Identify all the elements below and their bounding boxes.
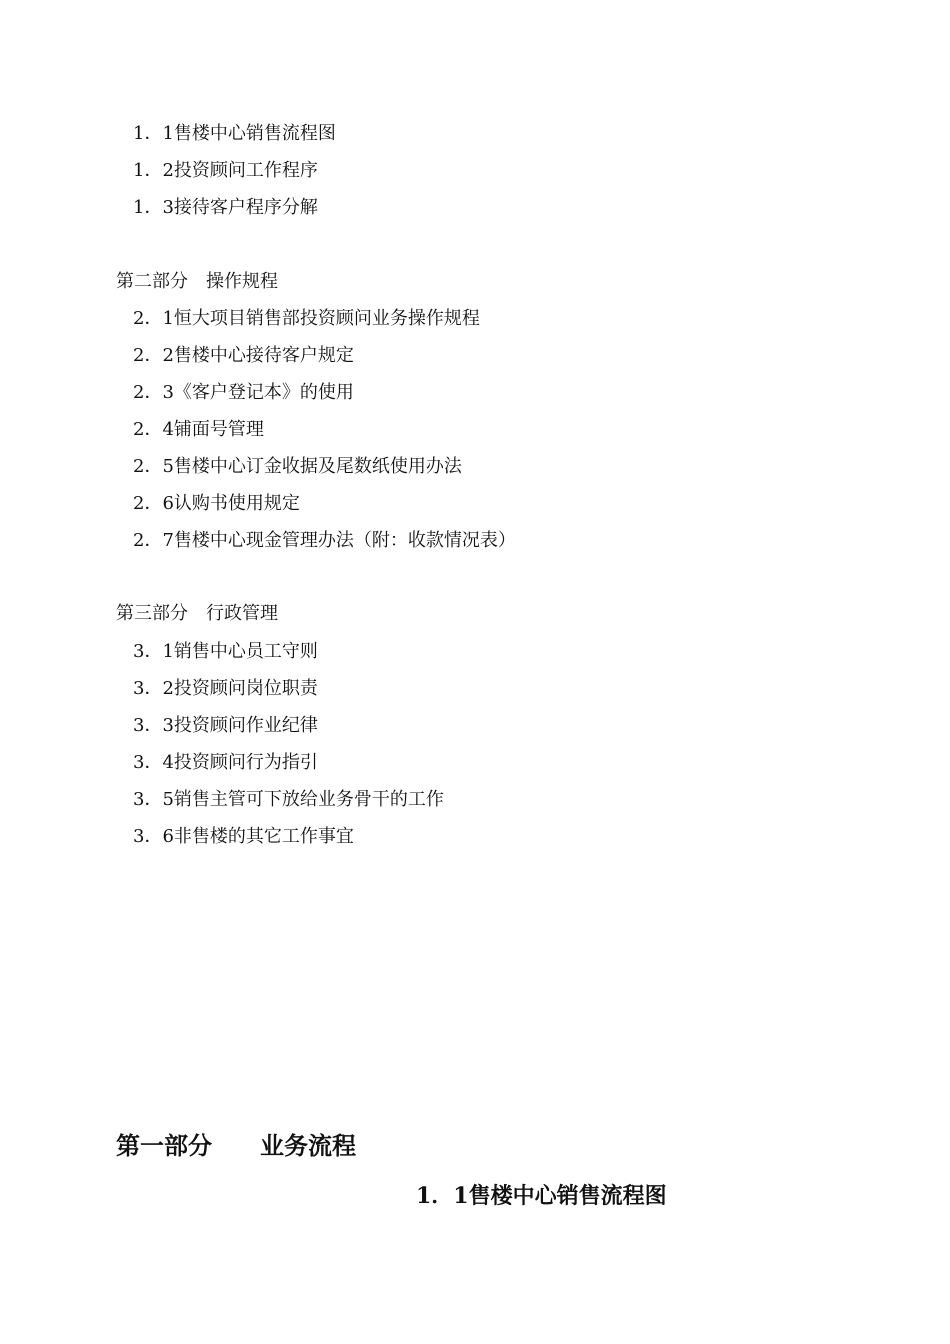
- toc-item-1-1[interactable]: 1．1售楼中心销售流程图: [133, 123, 336, 144]
- toc-item-3-6[interactable]: 3．6非售楼的其它工作事宜: [133, 826, 354, 847]
- toc-item-3-2[interactable]: 3．2投资顾问岗位职责: [133, 678, 318, 699]
- toc-item-2-7[interactable]: 2．7售楼中心现金管理办法（附：收款情况表）: [133, 530, 516, 551]
- toc-item-2-5[interactable]: 2．5售楼中心订金收据及尾数纸使用办法: [133, 456, 462, 477]
- toc-item-1-3[interactable]: 1．3接待客户程序分解: [133, 197, 318, 218]
- toc-item-2-4[interactable]: 2．4铺面号管理: [133, 419, 264, 440]
- part1-heading: 第一部分 业务流程: [116, 1131, 356, 1160]
- toc-item-3-1[interactable]: 3．1销售中心员工守则: [133, 641, 318, 662]
- toc-item-2-3[interactable]: 2．3《客户登记本》的使用: [133, 382, 354, 403]
- toc-item-3-5[interactable]: 3．5销售主管可下放给业务骨干的工作: [133, 789, 444, 810]
- toc-item-2-2[interactable]: 2．2售楼中心接待客户规定: [133, 345, 354, 366]
- toc-item-2-6[interactable]: 2．6认购书使用规定: [133, 493, 300, 514]
- toc-part3-title[interactable]: 第三部分 行政管理: [116, 603, 278, 624]
- toc-part2-title[interactable]: 第二部分 操作规程: [116, 271, 278, 292]
- section-heading: 1．1售楼中心销售流程图: [416, 1183, 667, 1209]
- toc-item-2-1[interactable]: 2．1恒大项目销售部投资顾问业务操作规程: [133, 308, 480, 329]
- toc-item-3-3[interactable]: 3．3投资顾问作业纪律: [133, 715, 318, 736]
- toc-item-3-4[interactable]: 3．4投资顾问行为指引: [133, 752, 318, 773]
- toc-item-1-2[interactable]: 1．2投资顾问工作程序: [133, 160, 318, 181]
